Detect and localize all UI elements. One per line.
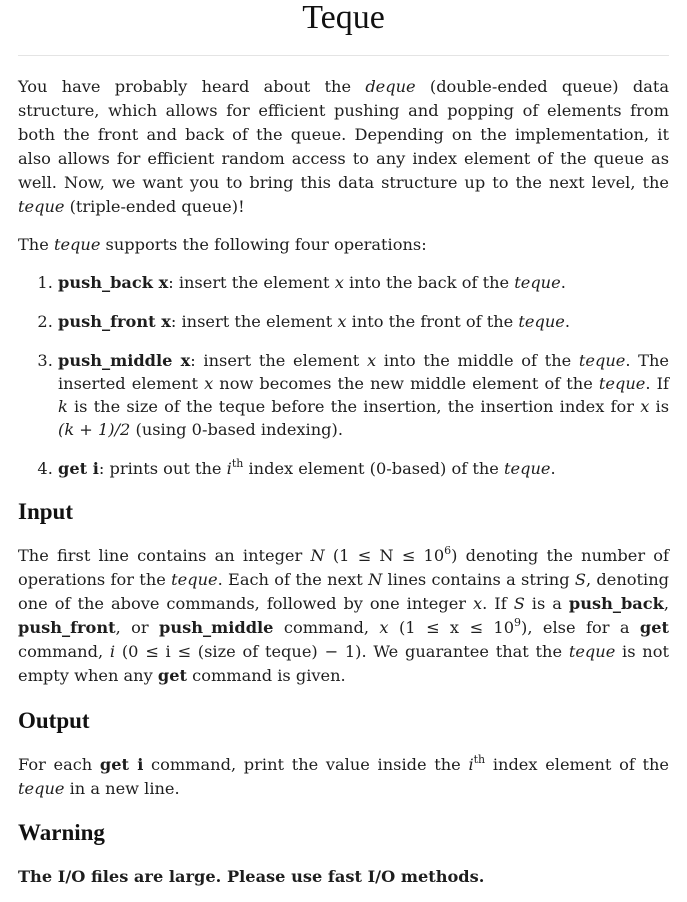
title-divider	[18, 55, 669, 56]
warning-text: The I/O files are large. Please use fast I/O methods.	[18, 867, 485, 886]
index-formula: (k + 1)/2	[58, 420, 131, 439]
operation-push-back: 1. push_back x: insert the element x into the back of the teque.	[58, 271, 669, 294]
input-heading: Input	[18, 499, 73, 524]
input-paragraph: The first line contains an integer N $(1 \le N \le 10^6)$ denoting the number of operations for the teque. Each of the next N lines contains a string S, denoting one of the above commands, followed by one integer x. If S is a push_back, push_front, or push_middle command, x $(1 \le x \le 10^9)$, else for a get command, i (0 ≤ i ≤ (size of teque) − 1). We guarantee that the teque is not empty when any get command is given.	[18, 544, 669, 685]
command-name: push_middle x	[58, 351, 191, 370]
command-name: push_front x	[58, 312, 171, 331]
operation-push-front: 2. push_front x: insert the element x into the front of the teque.	[58, 310, 669, 333]
operation-push-middle: 3. push_middle x: insert the element x into the middle of the teque. The inserted element x now becomes the new middle element of the teque. If k is the size of the teque before the insertion, the insertion index for x is (k + 1)/2 (using 0-based indexing).	[58, 349, 669, 441]
operations-list	[18, 271, 669, 480]
command-name: get i	[58, 459, 99, 478]
term-deque: deque	[365, 77, 416, 96]
command-name: push_back x	[58, 273, 169, 292]
operation-get: 4. get i: prints out the $i^{th}$ index element (0-based) of the teque.	[58, 457, 669, 480]
output-paragraph: For each get i command, print the value inside the $i^{th}$ index element of the teque in a new line.	[18, 753, 669, 798]
intro-paragraph: You have probably heard about the deque (double-ended queue) data structure, which allows for efficient pushing and popping of elements from both the front and back of the queue. Depending on the implementation, it also allows for efficient random access to any index element of the queue as well. Now, we want you to bring this data structure up to the next level, the teque (triple-ended queue)!	[18, 77, 670, 216]
output-heading: Output	[18, 708, 90, 733]
term-teque: teque	[18, 197, 65, 216]
problem-title: Teque	[302, 0, 385, 36]
warning-heading: Warning	[18, 820, 105, 845]
operations-intro: The teque supports the following four operations:	[18, 235, 427, 254]
